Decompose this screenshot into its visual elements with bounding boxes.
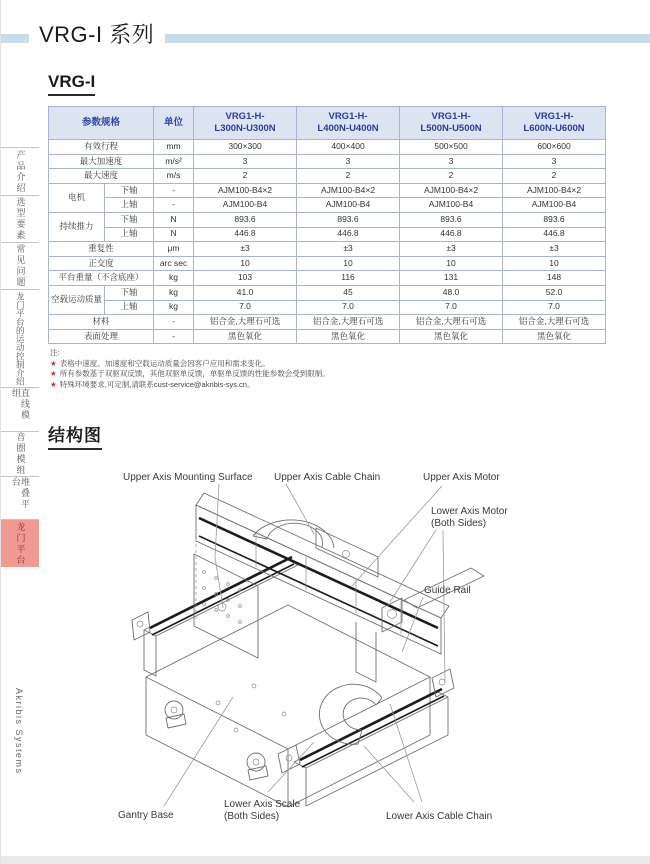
param-unit: -	[154, 329, 194, 344]
param-value: 52.0	[503, 285, 606, 300]
label-lower-axis-motor-sides: (Both Sides)	[431, 518, 487, 529]
model-name-line2: L400N-U400N	[317, 123, 379, 134]
table-row	[49, 242, 606, 257]
param-value: 10	[194, 256, 297, 271]
sidebar-item-label: 堆叠平台	[11, 477, 30, 510]
param-unit: mm	[154, 140, 194, 155]
table-header-row	[49, 107, 606, 140]
sidebar-item-faq[interactable]	[1, 242, 39, 289]
label-gantry-base: Gantry Base	[118, 810, 174, 821]
col-header-model-1	[297, 107, 400, 140]
param-value: 500×500	[400, 140, 503, 155]
brand-vertical-text: Akribis Systems	[14, 688, 24, 775]
label-guide-rail: Guide Rail	[424, 585, 471, 596]
param-value: 10	[400, 256, 503, 271]
param-name: 平台重量（不含底座）	[49, 271, 154, 286]
param-subname: 下轴	[105, 285, 154, 300]
param-value: 45	[297, 285, 400, 300]
param-value: 446.8	[400, 227, 503, 242]
sidebar-item-voice-coil-module[interactable]	[1, 431, 39, 476]
param-value: 148	[503, 271, 606, 286]
spec-table	[48, 106, 606, 344]
param-value: 2	[194, 169, 297, 184]
sidebar-item-product-intro[interactable]	[1, 147, 39, 195]
param-value: 41.0	[194, 285, 297, 300]
param-unit: kg	[154, 300, 194, 315]
param-value: AJM100-B4×2	[297, 183, 400, 198]
sidebar-item-selection-factors[interactable]	[1, 195, 39, 242]
table-row	[49, 183, 606, 198]
model-name-line2: L500N-U500N	[420, 123, 482, 134]
page-title: VRG-I 系列	[39, 18, 160, 49]
model-name-line1: VRG1-H-	[431, 111, 471, 123]
sidebar-item-gantry-motion-control[interactable]	[1, 289, 39, 387]
param-value: AJM100-B4×2	[400, 183, 503, 198]
section-heading-structure: 结构图	[48, 421, 102, 450]
table-row	[49, 315, 606, 330]
param-unit: -	[154, 315, 194, 330]
param-value: AJM100-B4	[503, 198, 606, 213]
param-value: AJM100-B4×2	[503, 183, 606, 198]
gantry-base-drawing	[146, 605, 430, 807]
param-value: 黑色氧化	[297, 329, 400, 344]
param-value: ±3	[400, 242, 503, 257]
param-value: 3	[400, 154, 503, 169]
param-unit: arc sec	[154, 256, 194, 271]
param-value: 300×300	[194, 140, 297, 155]
col-header-model-2	[400, 107, 503, 140]
param-value: 446.8	[503, 227, 606, 242]
param-value: 893.6	[297, 212, 400, 227]
param-unit: kg	[154, 271, 194, 286]
star-icon: ★	[50, 369, 57, 379]
note-item	[50, 380, 330, 390]
label-upper-axis-cable-chain: Upper Axis Cable Chain	[274, 472, 381, 483]
model-name-line2: L600N-U600N	[523, 123, 585, 134]
param-value: 3	[194, 154, 297, 169]
accent-bar-left	[1, 34, 29, 43]
accent-bar-right	[165, 34, 650, 43]
param-value: 黑色氧化	[503, 329, 606, 344]
param-value: 7.0	[297, 300, 400, 315]
spec-table-container	[48, 106, 605, 344]
note-text: 特殊环境要求,可定制,请联系cust-service@akribis-sys.cn。	[59, 379, 255, 389]
param-value: 103	[194, 271, 297, 286]
table-row	[49, 140, 606, 155]
col-header-model-0	[194, 107, 297, 140]
param-value: AJM100-B4	[400, 198, 503, 213]
col-header-model-3	[503, 107, 606, 140]
label-lower-axis-cable-chain: Lower Axis Cable Chain	[386, 811, 493, 822]
param-value: 7.0	[503, 300, 606, 315]
param-unit: kg	[154, 285, 194, 300]
param-name: 持续推力	[49, 212, 105, 241]
label-lower-axis-motor: Lower Axis Motor	[431, 506, 508, 517]
param-value: 3	[503, 154, 606, 169]
param-value: ±3	[503, 242, 606, 257]
param-value: AJM100-B4	[297, 198, 400, 213]
section-heading-vrg1: VRG-I	[48, 72, 95, 96]
note-item	[50, 369, 330, 379]
table-row	[49, 285, 606, 300]
param-name: 表面处理	[49, 329, 154, 344]
param-value: 铝合金,大理石可选	[400, 315, 503, 330]
star-icon: ★	[50, 379, 57, 389]
col-header-unit: 单位	[154, 107, 194, 140]
note-item	[50, 359, 330, 369]
param-value: 600×600	[503, 140, 606, 155]
param-value: AJM100-B4	[194, 198, 297, 213]
param-value: 铝合金,大理石可选	[503, 315, 606, 330]
param-value: ±3	[297, 242, 400, 257]
param-value: 黑色氧化	[400, 329, 503, 344]
param-name: 重复性	[49, 242, 154, 257]
param-subname: 下轴	[105, 212, 154, 227]
sidebar-item-label: 选型要素	[15, 197, 26, 241]
table-row	[49, 169, 606, 184]
param-value: 893.6	[400, 212, 503, 227]
param-value: 2	[297, 169, 400, 184]
sidebar-nav	[1, 147, 39, 567]
model-name-line1: VRG1-H-	[328, 111, 368, 123]
label-lower-axis-scale: Lower Axis Scale	[224, 799, 301, 810]
col-header-param: 参数规格	[49, 107, 154, 140]
note-text: 表格中速度、加速度和空载运动质量会因客户应用和需求变化。	[59, 358, 270, 368]
table-notes	[50, 348, 330, 389]
table-row	[49, 271, 606, 286]
param-unit: N	[154, 212, 194, 227]
table-row	[49, 300, 606, 315]
sidebar-item-linear-module[interactable]	[1, 387, 39, 431]
param-value: 131	[400, 271, 503, 286]
param-name: 正交度	[49, 256, 154, 271]
sidebar-item-gantry-platform-active[interactable]	[1, 519, 39, 567]
param-value: 446.8	[297, 227, 400, 242]
param-unit: N	[154, 227, 194, 242]
right-rail-drawing	[278, 669, 454, 806]
param-value: ±3	[194, 242, 297, 257]
sidebar-item-label: 音圈模组	[15, 432, 26, 476]
param-name: 电机	[49, 183, 105, 212]
param-unit: m/s	[154, 169, 194, 184]
model-name-line2: L300N-U300N	[214, 123, 276, 134]
param-value: 48.0	[400, 285, 503, 300]
label-lower-axis-scale-sides: (Both Sides)	[224, 811, 280, 822]
model-name-line1: VRG1-H-	[225, 111, 265, 123]
sidebar-item-label: 龙门平台	[15, 521, 26, 566]
param-name: 最大加速度	[49, 154, 154, 169]
bottom-page-bar	[1, 856, 650, 864]
param-value: 铝合金,大理石可选	[297, 315, 400, 330]
param-value: 400×400	[297, 140, 400, 155]
sidebar-item-label: 直线模组	[11, 388, 30, 421]
sidebar-item-label: 龙门平台的运动控制介绍	[15, 291, 26, 386]
param-subname: 上轴	[105, 227, 154, 242]
param-name: 材料	[49, 315, 154, 330]
param-value: 2	[503, 169, 606, 184]
param-value: 10	[297, 256, 400, 271]
table-row	[49, 256, 606, 271]
mounting-plate-drawing	[194, 554, 258, 658]
sidebar-item-stacked-platform[interactable]	[1, 476, 39, 519]
table-row	[49, 329, 606, 344]
param-name: 有效行程	[49, 140, 154, 155]
param-value: 893.6	[503, 212, 606, 227]
param-value: 10	[503, 256, 606, 271]
label-upper-axis-motor: Upper Axis Motor	[423, 472, 500, 483]
param-value: 铝合金,大理石可选	[194, 315, 297, 330]
param-value: 446.8	[194, 227, 297, 242]
param-unit: -	[154, 198, 194, 213]
table-row	[49, 227, 606, 242]
param-unit: -	[154, 183, 194, 198]
param-unit: m/s²	[154, 154, 194, 169]
structure-diagram	[46, 462, 606, 858]
param-value: 893.6	[194, 212, 297, 227]
param-name: 最大速度	[49, 169, 154, 184]
param-value: 2	[400, 169, 503, 184]
label-upper-axis-mounting-surface: Upper Axis Mounting Surface	[123, 472, 253, 483]
left-rail-drawing	[132, 557, 298, 676]
notes-label: 注:	[50, 348, 60, 357]
param-name: 空载运动质量	[49, 285, 105, 314]
note-text: 所有参数基于双驱双反馈，其他双驱单反馈，单驱单反馈的性能参数会受到限制。	[59, 369, 330, 379]
table-row	[49, 154, 606, 169]
table-row	[49, 198, 606, 213]
table-row	[49, 212, 606, 227]
star-icon: ★	[50, 358, 57, 368]
param-value: 黑色氧化	[194, 329, 297, 344]
model-name-line1: VRG1-H-	[534, 111, 574, 123]
param-value: 7.0	[194, 300, 297, 315]
sidebar-item-label: 产品介绍	[15, 149, 26, 194]
param-value: 3	[297, 154, 400, 169]
param-unit: μm	[154, 242, 194, 257]
param-value: 7.0	[400, 300, 503, 315]
param-subname: 下轴	[105, 183, 154, 198]
param-subname: 上轴	[105, 198, 154, 213]
page-header	[1, 18, 650, 50]
param-subname: 上轴	[105, 300, 154, 315]
sidebar-item-label: 常见问题	[15, 244, 26, 288]
param-value: AJM100-B4×2	[194, 183, 297, 198]
param-value: 116	[297, 271, 400, 286]
